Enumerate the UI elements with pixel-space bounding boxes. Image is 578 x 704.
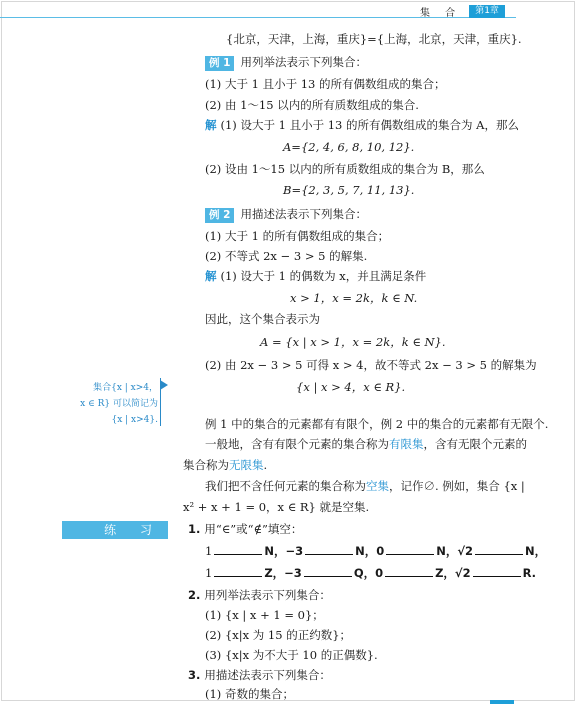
exercise-q2 xyxy=(188,587,331,603)
exercise-q2-2: (2) {x|x 为 15 的正约数}； xyxy=(205,628,352,642)
p4-text-b: ，记作∅. 例如，集合 {x | xyxy=(389,479,525,493)
example-1-q2: (2) 由 1～15 以内的所有质数组成的集合. xyxy=(205,98,419,112)
exercise-q1-text: 用“∈”或“∉”填空： xyxy=(204,522,303,536)
footer-mark xyxy=(490,700,514,704)
solution-label-2: 解 xyxy=(205,269,217,283)
example-1-s1-equation: A={2, 4, 6, 8, 10, 12}. xyxy=(283,140,415,154)
keyword-finite-set: 有限集 xyxy=(389,437,424,451)
exercise-bar: 练 习 xyxy=(62,521,168,539)
side-note-arrow-icon xyxy=(160,380,168,390)
exercise-q1-number: 1. xyxy=(188,522,201,536)
answer-blank[interactable] xyxy=(386,543,434,555)
example-1-solution-2: (2) 设由 1～15 以内的所有质数组成的集合为 B，那么 xyxy=(205,162,485,176)
exercise-q3-number: 3. xyxy=(188,668,201,682)
running-header xyxy=(412,5,505,18)
r2-item-2: Q，0 xyxy=(353,566,384,580)
example-2-solution-2: (2) 由 2x − 3 > 5 可得 x > 4，故不等式 2x − 3 > 5 的解集为 xyxy=(205,358,537,372)
exercise-q3-1: (1) 奇数的集合； xyxy=(205,687,294,701)
paragraph-finite-set xyxy=(205,436,527,452)
example-2-tag: 例 2 xyxy=(205,208,234,223)
example-2-title: 用描述法表示下列集合： xyxy=(240,207,367,221)
example-1-s1-text: (1) 设大于 1 且小于 13 的所有偶数组成的集合为 A，那么 xyxy=(220,118,519,132)
exercise-q1 xyxy=(188,521,302,537)
example-2-s2-equation: {x | x > 4，x ∈ R}. xyxy=(296,380,406,394)
example-2-s1-followup: 因此，这个集合表示为 xyxy=(205,312,320,326)
answer-blank[interactable] xyxy=(473,565,521,577)
answer-blank[interactable] xyxy=(385,565,433,577)
set-equality-line: {北京，天津，上海，重庆}={上海，北京，天津，重庆}. xyxy=(226,32,522,46)
answer-blank[interactable] xyxy=(214,543,262,555)
example-2-heading xyxy=(205,206,367,223)
exercise-q2-3: (3) {x|x 为不大于 10 的正偶数}. xyxy=(205,648,378,662)
example-2-q2: (2) 不等式 2x − 3 > 5 的解集. xyxy=(205,249,368,263)
r2-item-0: 1 xyxy=(205,566,213,580)
r2-item-1: Z，−3 xyxy=(264,566,302,580)
p4-text-a: 我们把不含任何元素的集合称为 xyxy=(205,479,366,493)
exercise-q2-1: (1) {x | x + 1 = 0}； xyxy=(205,608,324,622)
answer-blank[interactable] xyxy=(214,565,262,577)
keyword-infinite-set: 无限集 xyxy=(229,458,264,472)
side-note-line-2: x ∈ R} 可以简记为 xyxy=(80,399,158,409)
answer-blank[interactable] xyxy=(305,543,353,555)
p3-text-a: 集合称为 xyxy=(183,458,229,472)
answer-blank[interactable] xyxy=(304,565,352,577)
r1-item-2: N，0 xyxy=(355,544,385,558)
header-chapter: 第1章 xyxy=(469,5,505,18)
r1-item-1: N，−3 xyxy=(264,544,304,558)
r2-item-4: R. xyxy=(522,566,537,580)
r1-item-0: 1 xyxy=(205,544,213,558)
r1-item-4: N， xyxy=(525,544,547,558)
exercise-q2-text: 用列举法表示下列集合： xyxy=(204,588,331,602)
keyword-empty-set: 空集 xyxy=(366,479,389,493)
example-1-tag: 例 1 xyxy=(205,56,234,71)
side-note-line-3: {x | x>4}. xyxy=(111,415,158,425)
header-section: 集 合 xyxy=(420,8,462,19)
side-note xyxy=(60,380,158,428)
solution-label: 解 xyxy=(205,118,217,132)
example-2-s1-equation: x > 1，x = 2k，k ∈ N. xyxy=(290,291,418,305)
example-1-s2-equation: B={2, 3, 5, 7, 11, 13}. xyxy=(283,183,415,197)
exercise-q1-row-1 xyxy=(205,543,546,559)
exercise-q3 xyxy=(188,667,331,683)
p2-text-a: 一般地，含有有限个元素的集合称为 xyxy=(205,437,389,451)
example-1-heading xyxy=(205,54,367,71)
exercise-q3-text: 用描述法表示下列集合： xyxy=(204,668,331,682)
p2-text-b: ，含有无限个元素的 xyxy=(423,437,527,451)
side-note-line-1: 集合{x | x>4， xyxy=(93,383,158,393)
answer-blank[interactable] xyxy=(475,543,523,555)
paragraph-empty-set xyxy=(205,478,525,494)
exercise-q2-number: 2. xyxy=(188,588,201,602)
paragraph-empty-set-example: x² + x + 1 = 0，x ∈ R} 就是空集. xyxy=(183,500,370,514)
example-1-title: 用列举法表示下列集合： xyxy=(240,55,367,69)
paragraph-infinite-set xyxy=(183,457,267,473)
example-1-solution-1 xyxy=(205,117,519,133)
paragraph-finite-infinite: 例 1 中的集合的元素都有有限个，例 2 中的集合的元素都有无限个. xyxy=(205,417,549,431)
example-1-q1: (1) 大于 1 且小于 13 的所有偶数组成的集合； xyxy=(205,77,446,91)
p3-text-b: . xyxy=(263,458,268,472)
exercise-q1-row-2 xyxy=(205,565,536,581)
r2-item-3: Z，√2 xyxy=(435,566,471,580)
example-2-solution-1 xyxy=(205,268,426,284)
r1-item-3: N，√2 xyxy=(436,544,474,558)
example-2-s1-text: (1) 设大于 1 的偶数为 x，并且满足条件 xyxy=(220,269,427,283)
example-2-q1: (1) 大于 1 的所有偶数组成的集合； xyxy=(205,229,390,243)
example-2-s1-equation-2: A = {x | x > 1，x = 2k，k ∈ N}. xyxy=(260,335,446,349)
